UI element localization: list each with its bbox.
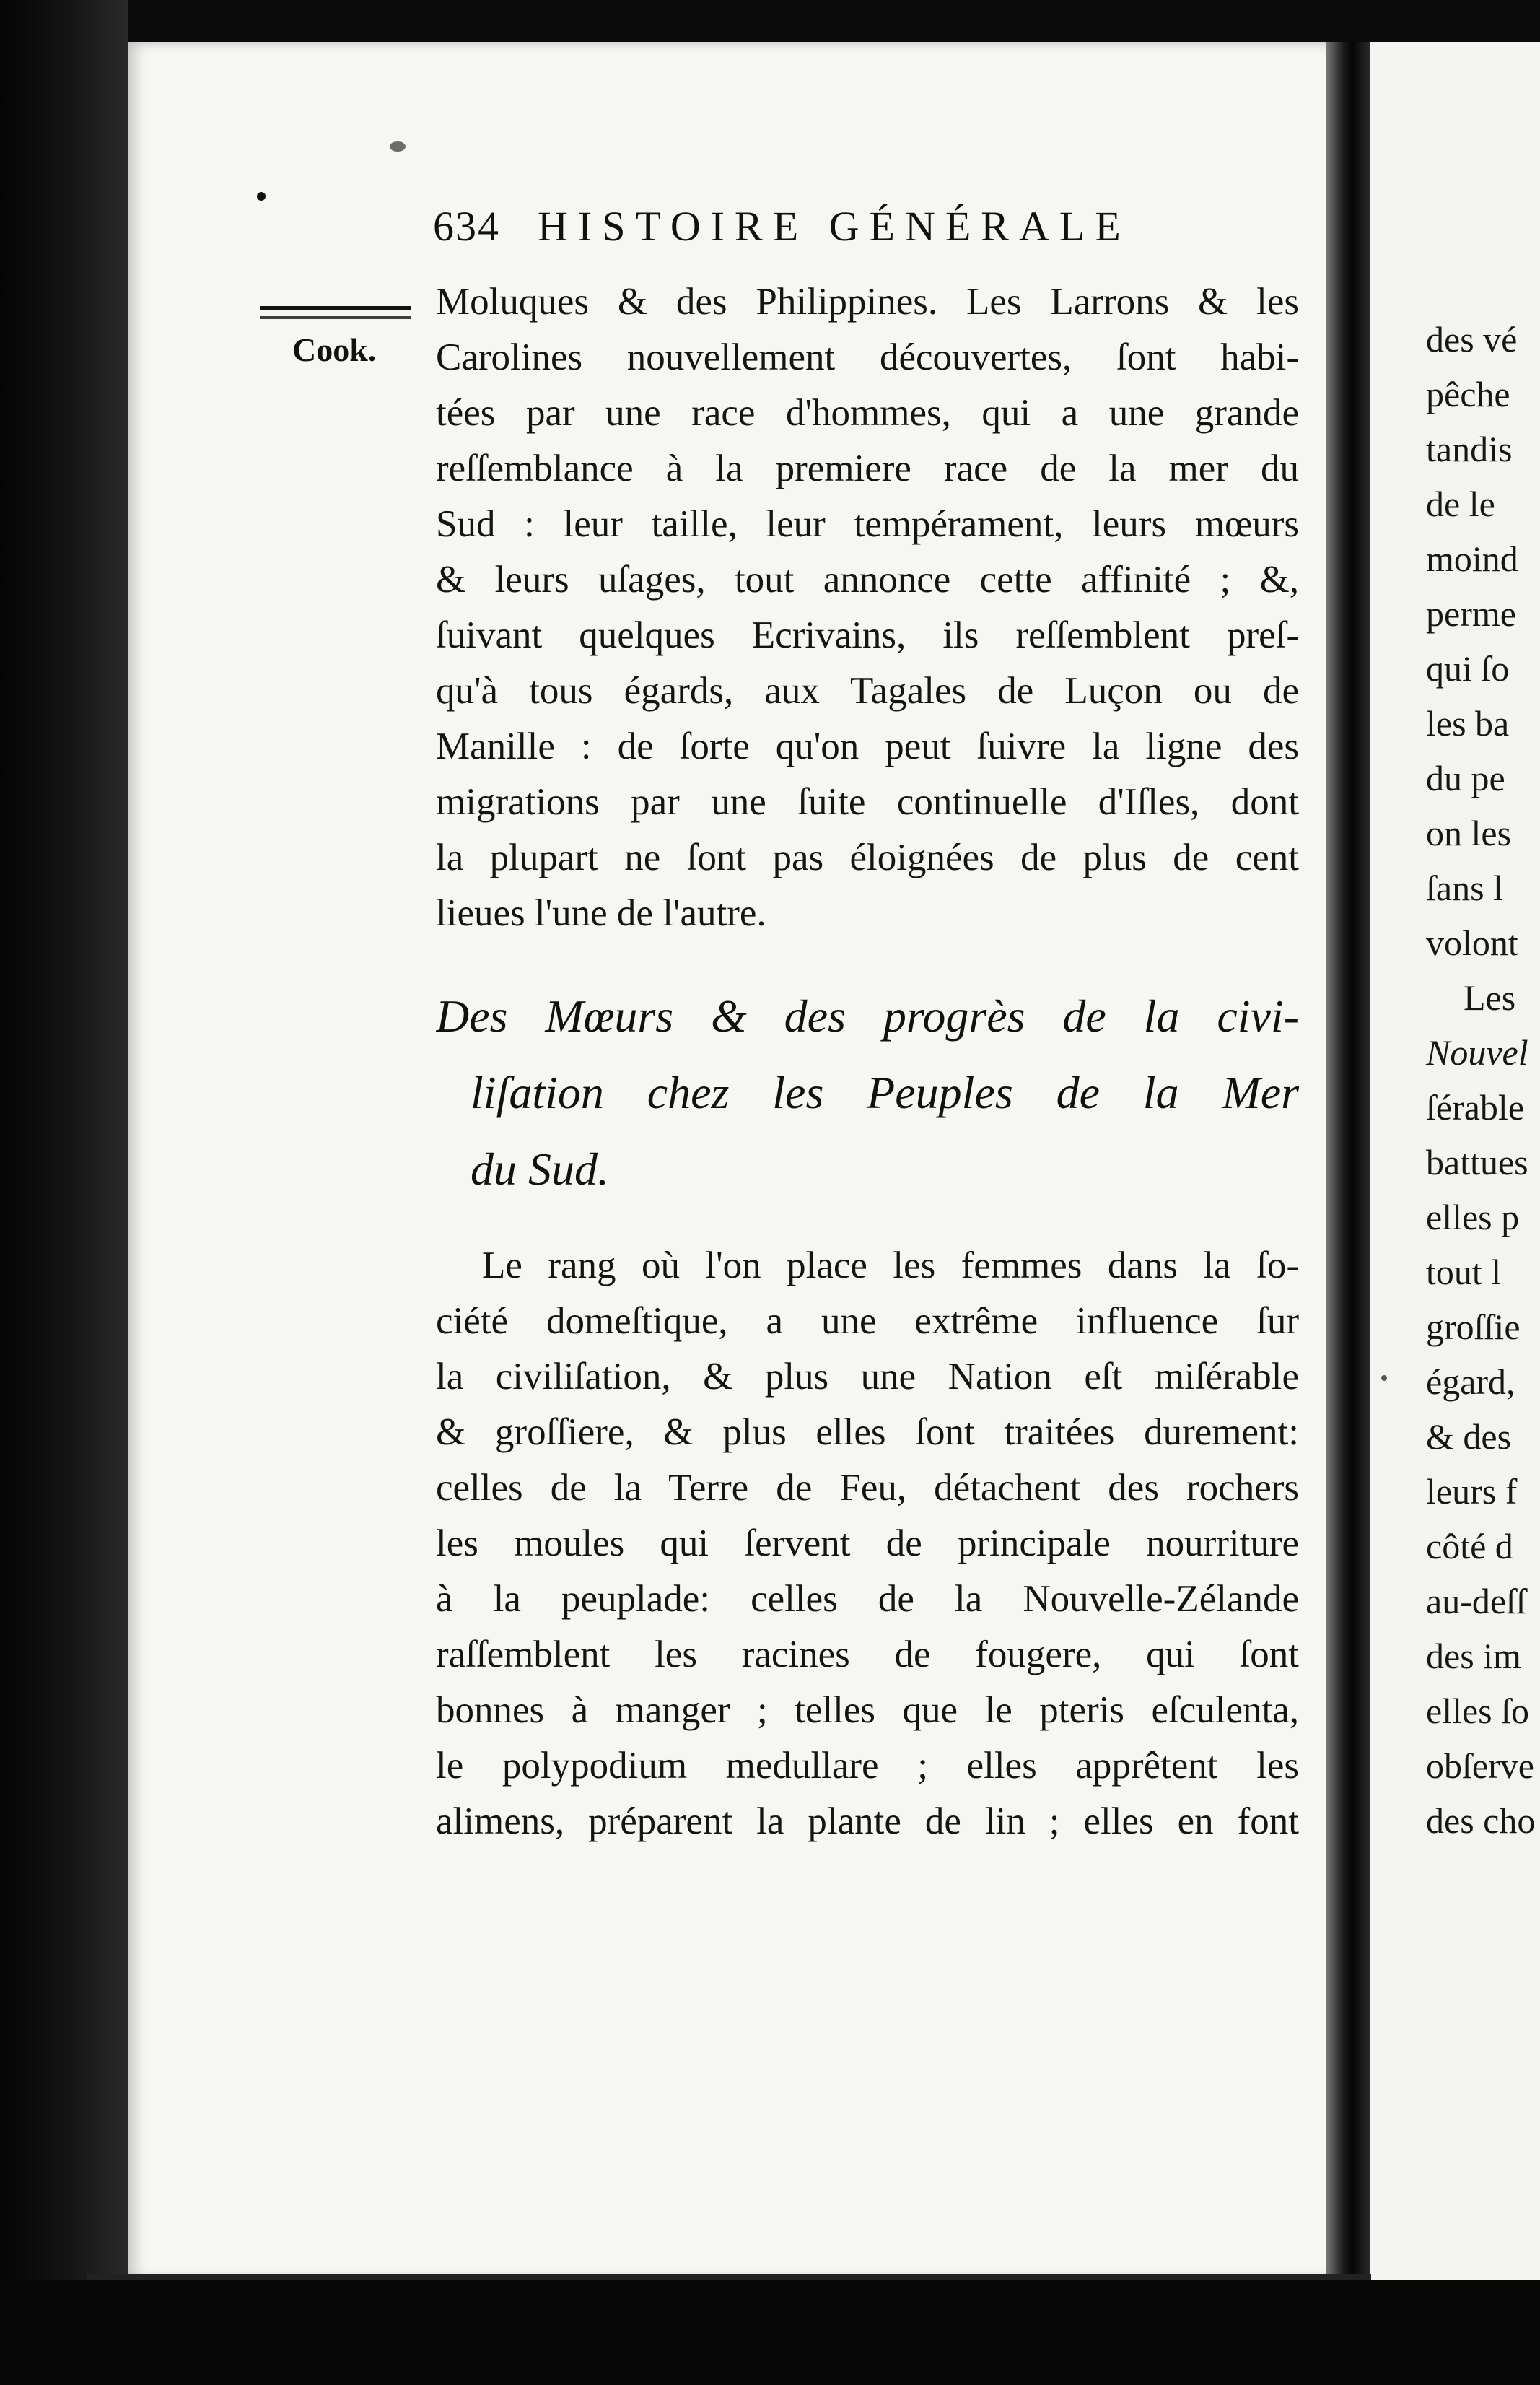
- facing-line: tout l: [1426, 1252, 1502, 1292]
- text-line: le polypodium medullare ; elles apprêtent les: [436, 1745, 1299, 1787]
- text-line: reſſemblance à la premiere race de la mer du: [436, 448, 1299, 489]
- ink-speck: [257, 192, 266, 201]
- facing-line: Les: [1464, 977, 1516, 1018]
- facing-line: des cho: [1426, 1800, 1536, 1841]
- text-line: la civiliſation, & plus une Nation eſt miſérable: [436, 1356, 1299, 1398]
- facing-line: côté d: [1426, 1526, 1513, 1566]
- page-bottom-edge: [87, 2274, 1371, 2280]
- facing-line: pêche: [1426, 374, 1510, 414]
- facing-line: & des: [1426, 1416, 1512, 1457]
- page-number: 634: [433, 203, 500, 250]
- facing-line: des vé: [1426, 319, 1518, 359]
- facing-line: obſerve: [1426, 1745, 1534, 1786]
- facing-line: ſans l: [1426, 868, 1503, 908]
- text-line: raſſemblent les racines de fougere, qui ſont: [436, 1634, 1299, 1675]
- facing-line: elles p: [1426, 1197, 1520, 1237]
- margin-note: Cook.: [292, 331, 377, 368]
- facing-line: ſérable: [1426, 1087, 1525, 1128]
- running-head: [433, 202, 1299, 250]
- margin-rule: [260, 306, 411, 310]
- text-line: ſuivant quelques Ecrivains, ils reſſemblent preſ-: [436, 614, 1299, 656]
- text-line: tées par une race d'hommes, qui a une grande: [436, 392, 1299, 434]
- facing-line: moind: [1426, 539, 1518, 579]
- text-line: la plupart ne ſont pas éloignées de plus de cent: [436, 837, 1299, 878]
- text-line: migrations par une ſuite continuelle d'Iſles, dont: [436, 781, 1299, 823]
- ink-speck: [1381, 1375, 1387, 1381]
- text-line: ciété domeſtique, a une extrême influence ſur: [436, 1300, 1299, 1342]
- paragraph-2: [436, 1238, 1299, 1849]
- text-line: alimens, préparent la plante de lin ; elles en font: [436, 1800, 1299, 1842]
- scan-bottom-border: [0, 2280, 1540, 2385]
- text-line: Carolines nouvellement découvertes, ſont habi-: [436, 336, 1299, 378]
- text-line: bonnes à manger ; telles que le pteris eſculenta,: [436, 1689, 1299, 1731]
- running-title: HISTOIRE GÉNÉRALE: [538, 203, 1131, 250]
- section-heading: [436, 978, 1299, 1208]
- text-line: Sud : leur taille, leur tempérament, leurs mœurs: [436, 503, 1299, 545]
- facing-line: leurs f: [1426, 1471, 1518, 1512]
- heading-line: du Sud.: [471, 1143, 609, 1195]
- heading-line: Des Mœurs & des progrès de la civi-: [436, 990, 1299, 1042]
- text-line: & leurs uſages, tout annonce cette affinité ; &,: [436, 559, 1299, 601]
- facing-line: groſſie: [1426, 1307, 1521, 1347]
- book-gutter: [1326, 42, 1370, 2294]
- facing-line: perme: [1426, 593, 1516, 634]
- facing-line: elles ſo: [1426, 1691, 1530, 1731]
- text-line: lieues l'une de l'autre.: [436, 892, 766, 934]
- facing-line: des im: [1426, 1636, 1521, 1676]
- text-line: Moluques & des Philippines. Les Larrons & les: [436, 281, 1299, 323]
- facing-page-text: [1426, 312, 1535, 1848]
- book-edge-left: [0, 0, 128, 2385]
- text-line: celles de la Terre de Feu, détachent des rochers: [436, 1467, 1299, 1509]
- heading-line: liſation chez les Peuples de la Mer: [471, 1067, 1299, 1118]
- text-line: à la peuplade: celles de la Nouvelle-Zélande: [436, 1578, 1299, 1620]
- facing-line: tandis: [1426, 429, 1513, 469]
- facing-line: les ba: [1426, 703, 1510, 744]
- facing-line: volont: [1426, 923, 1518, 963]
- facing-line: du pe: [1426, 758, 1505, 798]
- text-line: Manille : de ſorte qu'on peut ſuivre la ligne des: [436, 725, 1299, 767]
- margin-rule: [260, 316, 411, 319]
- ink-speck: [390, 141, 406, 152]
- text-line: Le rang où l'on place les femmes dans la ſo-: [482, 1244, 1299, 1286]
- paragraph-1: [436, 274, 1299, 941]
- facing-line: qui ſo: [1426, 648, 1510, 689]
- facing-line: égard,: [1426, 1361, 1515, 1402]
- text-line: les moules qui ſervent de principale nourriture: [436, 1522, 1299, 1564]
- facing-line: de le: [1426, 484, 1495, 524]
- facing-line: battues: [1426, 1142, 1528, 1182]
- text-line: qu'à tous égards, aux Tagales de Luçon ou de: [436, 670, 1299, 712]
- facing-line: on les: [1426, 813, 1512, 853]
- facing-line: au-deſſ: [1426, 1581, 1526, 1621]
- facing-line: Nouvel: [1426, 1032, 1528, 1073]
- text-line: & groſſiere, & plus elles ſont traitées durement:: [436, 1411, 1299, 1453]
